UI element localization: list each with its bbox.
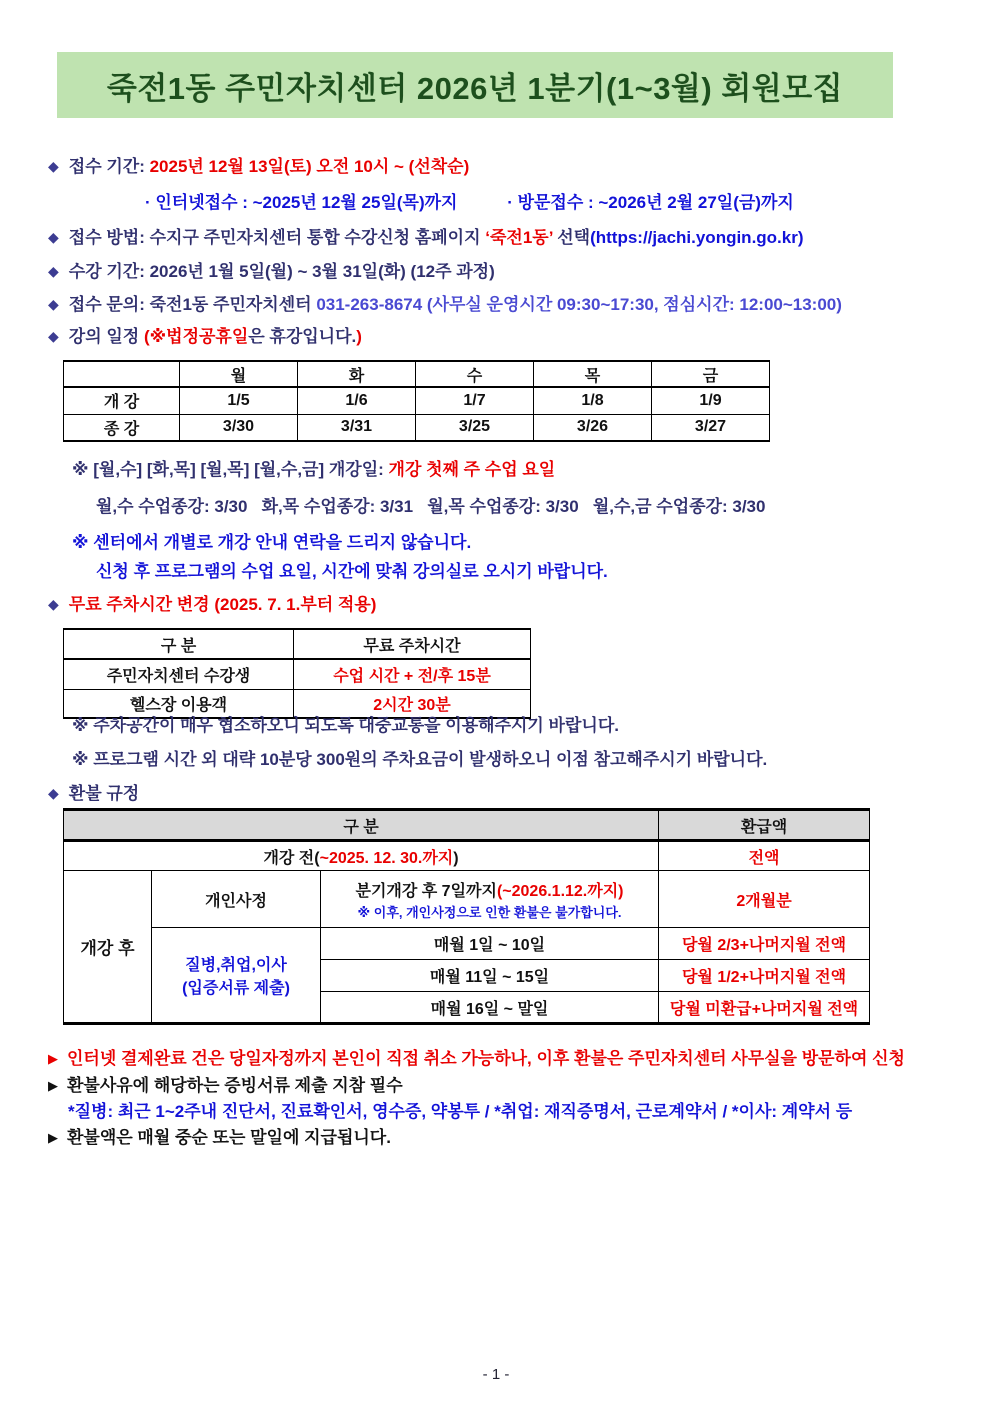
parking-row <box>64 659 531 689</box>
refund-heading: 환불 규정 <box>68 784 140 803</box>
schedule-heading-line <box>48 322 362 347</box>
diamond-bullet-icon: ◆ <box>48 263 59 279</box>
inquiry-phone: 031-263-8674 (사무실 운영시간 09:30~17:30, 점심시간: 12:00~13:00) <box>316 295 842 314</box>
schedule-cell: 1/5 <box>180 387 298 414</box>
refund-personal-label: 개인사정 <box>152 871 321 928</box>
refund-before-amount: 전액 <box>659 841 870 871</box>
schedule-paren-close: ) <box>356 327 362 346</box>
schedule-heading-mid: 은 휴강입니다. <box>248 327 357 346</box>
inquiry-line <box>48 290 842 315</box>
schedule-header-cell: 월 <box>180 361 298 387</box>
schedule-cell: 1/9 <box>652 387 770 414</box>
diamond-bullet-icon: ◆ <box>48 785 59 801</box>
footnote4-line <box>48 1123 391 1148</box>
schedule-start-row <box>64 387 770 414</box>
parking-heading-line <box>48 590 376 615</box>
footnote1-text: 인터넷 결제완료 건은 당일자정까지 본인이 직접 취소 가능하나, 이후 환불은 주민자치센터 사무실을 방문하여 신청 <box>67 1049 905 1068</box>
diamond-bullet-icon: ◆ <box>48 296 59 312</box>
parking-label-cell: 주민자치센터 수강생 <box>64 659 294 689</box>
schedule-cell: 3/27 <box>652 414 770 441</box>
parking-header-row <box>64 629 531 659</box>
refund-header-amount: 환급액 <box>659 810 870 841</box>
diamond-bullet-icon: ◆ <box>48 158 59 174</box>
refund-amount-cell: 당월 2/3+나머지월 전액 <box>659 928 870 960</box>
schedule-header-cell: 금 <box>652 361 770 387</box>
refund-table <box>63 808 870 1025</box>
arrow-bullet-icon: ▶ <box>48 1051 58 1066</box>
refund-proof-line2: (입증서류 제출) <box>182 980 290 997</box>
page-title: 죽전1동 주민자치센터 2026년 1분기(1~3월) 회원모집 <box>106 70 844 106</box>
parking-value-cell: 2시간 30분 <box>294 689 531 718</box>
reception-period-line <box>48 152 469 177</box>
footnote4-text: 환불액은 매월 중순 또는 말일에 지급됩니다. <box>67 1128 391 1147</box>
schedule-header-cell: 목 <box>534 361 652 387</box>
refund-amount-cell: 당월 미환급+나머지월 전액 <box>659 992 870 1024</box>
refund-proof-line1: 질병,취업,이사 <box>185 957 287 974</box>
reception-method-select: 선택 <box>557 228 591 247</box>
refund-period-cell: 매월 16일 ~ 말일 <box>321 992 659 1024</box>
refund-personal-detail-pre: 분기개강 후 7일까지 <box>355 882 497 900</box>
refund-proof-cell <box>152 928 321 1024</box>
course-period-line <box>48 257 495 282</box>
internet-reception: · 인터넷접수 : ~2025년 12월 25일(목)까지 <box>145 193 458 212</box>
schedule-cell: 3/26 <box>534 414 652 441</box>
refund-before-row <box>64 841 870 871</box>
schedule-note3: ※ 센터에서 개별로 개강 안내 연락을 드리지 않습니다. <box>72 533 472 552</box>
schedule-cell: 종 강 <box>64 414 180 441</box>
schedule-cell: 1/6 <box>298 387 416 414</box>
schedule-note1 <box>72 455 555 480</box>
refund-after-label: 개강 후 <box>64 871 152 1024</box>
diamond-bullet-icon: ◆ <box>48 328 59 344</box>
footnote2-line <box>48 1071 403 1096</box>
parking-header-cell: 무료 주차시간 <box>294 629 531 659</box>
schedule-note1-highlight: 개강 첫째 주 수업 요일 <box>388 460 556 479</box>
reception-method-label: 접수 방법: <box>68 228 145 247</box>
parking-note2: ※ 프로그램 시간 외 대략 10분당 300원의 주차요금이 발생하오니 이점 참고해주시기 바랍니다. <box>72 750 768 769</box>
reception-method-text: 수지구 주민자치센터 통합 수강신청 홈페이지 <box>149 228 481 247</box>
parking-note1: ※ 주차공간이 매우 협소하오니 되도록 대중교통을 이용해주시기 바랍니다. <box>72 716 619 735</box>
reception-channels-line <box>145 188 794 213</box>
refund-before-date: ~2025. 12. 30.까지 <box>319 849 454 867</box>
refund-personal-note: ※ 이후, 개인사정으로 인한 환불은 불가합니다. <box>357 904 622 920</box>
schedule-heading: 강의 일정 <box>68 327 140 346</box>
schedule-cell: 1/7 <box>416 387 534 414</box>
arrow-bullet-icon: ▶ <box>48 1078 58 1093</box>
refund-heading-line <box>48 779 139 804</box>
refund-before-cell <box>64 841 659 871</box>
schedule-header-cell: 화 <box>298 361 416 387</box>
arrow-bullet-icon: ▶ <box>48 1130 58 1145</box>
reception-method-url: (https://jachi.yongin.go.kr) <box>590 228 804 247</box>
title-banner <box>57 52 893 118</box>
schedule-header-row <box>64 361 770 387</box>
parking-value-cell: 수업 시간 + 전/후 15분 <box>294 659 531 689</box>
footnote1-line <box>48 1044 905 1069</box>
refund-header-division: 구 분 <box>64 810 659 841</box>
schedule-cell: 3/25 <box>416 414 534 441</box>
course-period-text: 수강 기간: 2026년 1월 5일(월) ~ 3월 31일(화) (12주 과정) <box>68 262 495 281</box>
refund-personal-detail-date: (~2026.1.12.까지) <box>496 882 624 900</box>
schedule-paren-open: (※ <box>143 327 167 346</box>
refund-period-cell: 매월 1일 ~ 10일 <box>321 928 659 960</box>
schedule-note4: 신청 후 프로그램의 수업 요일, 시간에 맞춰 강의실로 오시기 바랍니다. <box>96 562 608 581</box>
schedule-cell: 1/8 <box>534 387 652 414</box>
inquiry-label: 접수 문의: <box>68 295 145 314</box>
schedule-cell: 개 강 <box>64 387 180 414</box>
schedule-cell: 3/31 <box>298 414 416 441</box>
footnote2-text: 환불사유에 해당하는 증빙서류 제출 지참 필수 <box>67 1076 403 1095</box>
refund-monthly-row <box>64 928 870 960</box>
visit-reception: · 방문접수 : ~2026년 2월 27일(금)까지 <box>507 193 794 212</box>
schedule-note2: 월,수 수업종강: 3/30 화,목 수업종강: 3/31 월,목 수업종강: 3/30 월,수,금 수업종강: 3/30 <box>96 497 766 516</box>
refund-personal-amount: 2개월분 <box>659 871 870 928</box>
inquiry-center-name: 죽전1동 주민자치센터 <box>149 295 312 314</box>
refund-personal-row <box>64 871 870 928</box>
footnote3-line: *질병: 최근 1~2주내 진단서, 진료확인서, 영수증, 약봉투 / *취업: 재직증명서, 근로계약서 / *이사: 계약서 등 <box>68 1102 853 1121</box>
diamond-bullet-icon: ◆ <box>48 229 59 245</box>
schedule-note1-label: ※ [월,수] [화,목] [월,목] [월,수,금] 개강일: <box>72 460 384 479</box>
parking-heading: 무료 주차시간 변경 (2025. 7. 1.부터 적용) <box>68 595 377 614</box>
reception-method-center: ‘죽전1동’ <box>485 228 553 247</box>
refund-personal-detail <box>321 871 659 928</box>
diamond-bullet-icon: ◆ <box>48 596 59 612</box>
schedule-header-cell: 수 <box>416 361 534 387</box>
schedule-cell: 3/30 <box>180 414 298 441</box>
schedule-header-cell <box>64 361 180 387</box>
refund-amount-cell: 당월 1/2+나머지월 전액 <box>659 960 870 992</box>
parking-table <box>63 628 531 719</box>
schedule-holiday: 법정공휴일 <box>166 327 249 346</box>
reception-method-line <box>48 223 804 248</box>
parking-label-cell: 헬스장 이용객 <box>64 689 294 718</box>
class-schedule-table <box>63 360 770 442</box>
refund-before-post: ) <box>453 849 459 867</box>
parking-header-cell: 구 분 <box>64 629 294 659</box>
refund-before-pre: 개강 전( <box>263 849 320 867</box>
refund-period-cell: 매월 11일 ~ 15일 <box>321 960 659 992</box>
refund-header-row <box>64 810 870 841</box>
page-number: - 1 - <box>482 1366 510 1383</box>
reception-period-label: 접수 기간: <box>68 157 145 176</box>
reception-period-value: 2025년 12월 13일(토) 오전 10시 ~ (선착순) <box>149 157 470 176</box>
schedule-end-row <box>64 414 770 441</box>
